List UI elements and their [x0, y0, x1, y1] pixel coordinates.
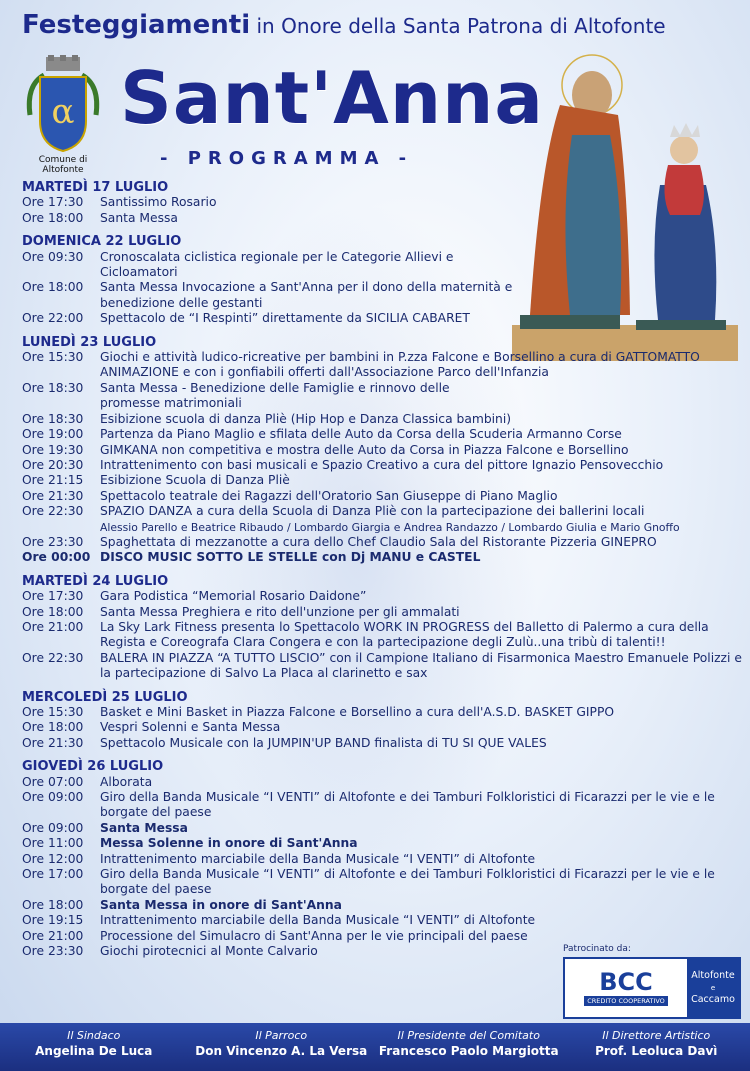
event-time: Ore 18:00 — [22, 720, 84, 735]
footer-role: Il Parroco — [255, 1029, 308, 1042]
event-time: Ore 22:30 — [22, 650, 84, 665]
event-row — [22, 412, 742, 427]
event-row — [22, 705, 742, 720]
event-time: Ore 18:00 — [22, 897, 84, 912]
event-sub: Alessio Parello e Beatrice Ribaudo / Lombardo Giargia e Andrea Randazzo / Lombardo Giulia e Mario Gnoffo — [100, 520, 680, 534]
footer-signature — [563, 1023, 750, 1071]
event-desc: Santa Messa Invocazione a Sant'Anna per il dono della maternità e benedizione delle gestanti — [100, 280, 513, 310]
event-time: Ore 18:30 — [22, 380, 84, 395]
subtitle: - PROGRAMMA - — [160, 148, 414, 169]
event-row — [22, 535, 742, 550]
page-title: Sant'Anna — [120, 56, 544, 140]
event-desc: SPAZIO DANZA a cura della Scuola di Danza Pliè con la partecipazione dei ballerini locali — [100, 504, 645, 519]
day-title: MARTEDÌ 17 LUGLIO — [22, 180, 169, 195]
event-row — [22, 458, 742, 473]
event-time: Ore 19:15 — [22, 913, 84, 928]
footer-name: Francesco Paolo Margiotta — [378, 1044, 559, 1058]
event-row — [22, 311, 522, 326]
event-desc: Santa Messa Preghiera e rito dell'unzione per gli ammalati — [100, 604, 460, 619]
sponsor-side — [687, 959, 739, 1017]
event-row — [22, 775, 557, 790]
event-desc: BALERA IN PIAZZA “A TUTTO LISCIO” con il Campione Italiano di Fisarmonica Maestro Emanuele Polizzi e la partecipazione di Salvo La Placa al clarinetto e sax — [100, 650, 742, 681]
event-row — [22, 489, 742, 504]
event-row — [22, 504, 742, 535]
event-time: Ore 23:30 — [22, 944, 84, 959]
event-desc: DISCO MUSIC SOTTO LE STELLE con Dj MANU e CASTEL — [100, 550, 481, 565]
event-time: Ore 20:30 — [22, 457, 84, 472]
event-time: Ore 00:00 — [22, 550, 91, 565]
event-time: Ore 17:30 — [22, 589, 84, 604]
event-row — [22, 898, 557, 913]
event-desc: Giochi e attività ludico-ricreative per bambini in P.zza Falcone e Borsellino a cura di GATTOMATTO ANIMAZIONE e con i gonfiabili offerti dall'Associazione Parco dell'Infanzia — [100, 350, 700, 380]
event-time: Ore 21:30 — [22, 735, 84, 750]
event-time: Ore 21:30 — [22, 488, 84, 503]
day-section — [22, 180, 742, 226]
event-time: Ore 23:30 — [22, 534, 84, 549]
event-time: Ore 21:15 — [22, 473, 84, 488]
event-time: Ore 22:00 — [22, 311, 84, 326]
event-row — [22, 250, 522, 281]
event-row — [22, 821, 557, 836]
sponsor-logo-box — [563, 957, 741, 1019]
event-desc: Vespri Solenni e Santa Messa — [100, 720, 281, 735]
sponsor-and: e — [710, 984, 716, 992]
day-title: DOMENICA 22 LUGLIO — [22, 234, 182, 250]
event-desc: Intrattenimento marciabile della Banda Musicale “I VENTI” di Altofonte — [100, 913, 536, 928]
event-desc: Giro della Banda Musicale “I VENTI” di Altofonte e dei Tamburi Folkloristici di Ficarazzi per le vie e le borgate del paese — [100, 790, 715, 820]
event-row — [22, 651, 742, 682]
day-section — [22, 335, 742, 566]
event-time: Ore 07:00 — [22, 774, 84, 789]
footer-name: Don Vincenzo A. La Versa — [195, 1044, 368, 1058]
event-row — [22, 836, 557, 851]
event-desc: Spettacolo de “I Respinti” direttamente da SICILIA CABARET — [100, 311, 470, 326]
event-desc: Intrattenimento marciabile della Banda Musicale “I VENTI” di Altofonte — [100, 851, 536, 866]
day-section — [22, 234, 522, 326]
program-list — [22, 180, 742, 960]
event-desc: Giro della Banda Musicale “I VENTI” di Altofonte e dei Tamburi Folkloristici di Ficarazzi per le vie e le borgate del paese — [100, 867, 715, 897]
event-time: Ore 18:30 — [22, 411, 84, 426]
event-time: Ore 15:30 — [22, 350, 84, 365]
event-row — [22, 473, 742, 488]
event-row — [22, 350, 742, 381]
event-row — [22, 605, 742, 620]
event-desc: Processione del Simulacro di Sant'Anna per le vie principali del paese — [100, 928, 528, 943]
footer-role: Il Direttore Artistico — [602, 1029, 711, 1042]
bcc-logo — [565, 959, 687, 1017]
event-desc: Cronoscalata ciclistica regionale per le Categorie Allievi e Cicloamatori — [100, 249, 454, 280]
event-time: Ore 09:00 — [22, 820, 84, 835]
footer — [0, 1023, 750, 1071]
event-row — [22, 550, 742, 565]
event-desc: Gara Podistica “Memorial Rosario Daidone” — [100, 589, 367, 604]
event-row — [22, 913, 557, 928]
event-time: Ore 15:30 — [22, 705, 84, 719]
footer-name: Angelina De Luca — [35, 1044, 153, 1058]
svg-text:α: α — [51, 92, 75, 132]
event-desc: Santa Messa - Benedizione delle Famiglie e rinnovo delle promesse matrimoniali — [100, 380, 450, 411]
event-time: Ore 09:00 — [22, 790, 84, 805]
event-desc: Basket e Mini Basket in Piazza Falcone e Borsellino a cura dell'A.S.D. BASKET GIPPO — [100, 705, 615, 719]
event-desc: Esibizione scuola di danza Pliè (Hip Hop e Danza Classica bambini) — [100, 411, 512, 426]
event-desc: Santa Messa — [100, 210, 178, 225]
crest-label: Comune di Altofonte — [38, 155, 88, 175]
sponsor-block — [563, 944, 741, 1018]
event-time: Ore 11:00 — [22, 836, 84, 851]
header-word: Festeggiamenti — [22, 10, 251, 40]
event-time: Ore 19:00 — [22, 427, 84, 442]
day-title: LUNEDÌ 23 LUGLIO — [22, 334, 157, 350]
event-time: Ore 18:00 — [22, 210, 84, 225]
event-row — [22, 620, 742, 651]
event-desc: Santissimo Rosario — [100, 195, 217, 210]
footer-signature — [375, 1023, 563, 1071]
footer-signature — [0, 1023, 188, 1071]
day-section — [22, 690, 742, 752]
event-time: Ore 17:30 — [22, 195, 84, 210]
event-row — [22, 427, 742, 442]
event-row — [22, 720, 742, 735]
event-time: Ore 21:00 — [22, 619, 84, 634]
event-row — [22, 443, 742, 458]
event-row — [22, 852, 557, 867]
header-line — [22, 10, 732, 40]
event-desc: GIMKANA non competitiva e mostra delle Auto da Corsa in Piazza Falcone e Borsellino — [100, 442, 629, 457]
event-row — [22, 211, 742, 226]
event-row — [22, 381, 742, 412]
sponsor-town-1: Altofonte — [691, 970, 735, 981]
event-desc: La Sky Lark Fitness presenta lo Spettacolo WORK IN PROGRESS del Balletto di Palermo a cura della Regista e Coreografa Clara Congera e con la partecipazione degli Zulù..una tribù di talenti!! — [100, 619, 709, 650]
event-time: Ore 22:30 — [22, 504, 84, 519]
bcc-logo-text: BCC — [599, 968, 653, 996]
event-desc: Esibizione Scuola di Danza Pliè — [100, 473, 290, 488]
day-title: MARTEDÌ 24 LUGLIO — [22, 573, 169, 589]
event-row — [22, 929, 557, 944]
event-time: Ore 21:00 — [22, 928, 84, 943]
event-time: Ore 12:00 — [22, 851, 84, 866]
event-desc: Messa Solenne in onore di Sant'Anna — [100, 836, 358, 851]
event-row — [22, 589, 742, 604]
header-rest: in Onore della Santa Patrona di Altofonte — [256, 14, 666, 38]
event-time: Ore 18:00 — [22, 280, 84, 295]
event-row — [22, 790, 742, 821]
event-desc: Spaghettata di mezzanotte a cura dello Chef Claudio Sala del Ristorante Pizzeria GINEPRO — [100, 534, 657, 549]
event-desc: Partenza da Piano Maglio e sfilata delle Auto da Corsa della Scuderia Armanno Corse — [100, 427, 622, 442]
event-row — [22, 944, 557, 959]
sponsor-label: Patrocinato da: — [563, 944, 631, 954]
event-desc: Alborata — [100, 774, 153, 789]
event-desc: Giochi pirotecnici al Monte Calvario — [100, 944, 318, 959]
event-row — [22, 280, 522, 311]
event-row — [22, 736, 742, 751]
day-title: MERCOLEDÌ 25 LUGLIO — [22, 689, 188, 705]
footer-signature — [188, 1023, 376, 1071]
day-title: GIOVEDÌ 26 LUGLIO — [22, 759, 164, 775]
bcc-logo-sub: CREDITO COOPERATIVO — [584, 996, 668, 1006]
footer-role: Il Sindaco — [67, 1029, 121, 1042]
footer-role: Il Presidente del Comitato — [397, 1029, 540, 1042]
event-time: Ore 09:30 — [22, 249, 84, 264]
crest-icon — [22, 55, 104, 155]
event-time: Ore 17:00 — [22, 867, 84, 882]
event-time: Ore 18:00 — [22, 604, 84, 619]
event-row — [22, 195, 742, 210]
event-desc: Intrattenimento con basi musicali e Spazio Creativo a cura del pittore Ignazio Pensovecchio — [100, 457, 664, 472]
event-row — [22, 867, 742, 898]
event-desc: Spettacolo Musicale con la JUMPIN'UP BAND finalista di TU SI QUE VALES — [100, 735, 547, 750]
event-desc: Spettacolo teatrale dei Ragazzi dell'Oratorio San Giuseppe di Piano Maglio — [100, 488, 558, 503]
footer-name: Prof. Leoluca Davì — [595, 1044, 718, 1058]
event-desc: Santa Messa in onore di Sant'Anna — [100, 897, 342, 912]
sponsor-town-2: Caccamo — [691, 994, 735, 1005]
day-section — [22, 574, 742, 682]
crest — [22, 55, 104, 175]
event-desc: Santa Messa — [100, 820, 188, 835]
event-time: Ore 19:30 — [22, 442, 84, 457]
